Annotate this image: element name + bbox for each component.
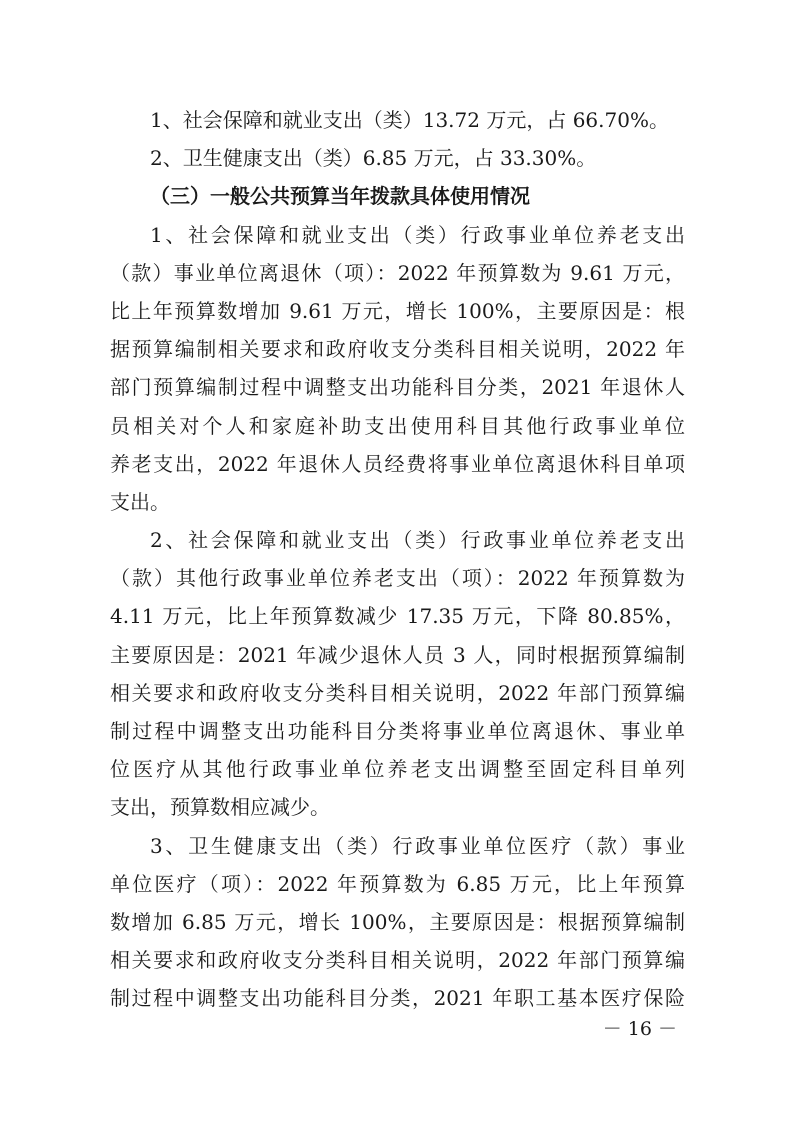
summary-item-2: 2、卫生健康支出（类）6.85 万元，占 33.30%。 — [150, 146, 597, 171]
paragraph-1-line: 支出。 — [110, 489, 170, 514]
paragraph-1-line: 员相关对个人和家庭补助支出使用科目其他行政事业单位 — [110, 413, 685, 438]
paragraph-2-line: 相关要求和政府收支分类科目相关说明，2022 年部门预算编 — [110, 680, 685, 705]
paragraph-1-line: 比上年预算数增加 9.61 万元，增长 100%，主要原因是：根 — [110, 298, 685, 323]
paragraph-3-line: 3、卫生健康支出（类）行政事业单位医疗（款）事业 — [150, 833, 685, 858]
paragraph-2-line: 2、社会保障和就业支出（类）行政事业单位养老支出 — [150, 528, 685, 553]
paragraph-2-line: 4.11 万元，比上年预算数减少 17.35 万元，下降 80.85%， — [110, 604, 685, 629]
paragraph-1-line: 部门预算编制过程中调整支出功能科目分类，2021 年退休人 — [110, 375, 685, 400]
section-heading: （三）一般公共预算当年拨款具体使用情况 — [150, 184, 530, 209]
summary-item-1: 1、社会保障和就业支出（类）13.72 万元，占 66.70%。 — [150, 108, 669, 132]
paragraph-1-line: 养老支出，2022 年退休人员经费将事业单位离退休科目单项 — [110, 451, 685, 476]
paragraph-3-line: 数增加 6.85 万元，增长 100%，主要原因是：根据预算编制 — [110, 909, 685, 934]
paragraph-1-line: （款）事业单位离退休（项）：2022 年预算数为 9.61 万元， — [110, 260, 685, 285]
page-number: － 16 － — [602, 1018, 677, 1040]
paragraph-3-line: 制过程中调整支出功能科目分类，2021 年职工基本医疗保险 — [110, 986, 685, 1011]
paragraph-3-line: 单位医疗（项）：2022 年预算数为 6.85 万元，比上年预算 — [110, 871, 685, 896]
paragraph-2-line: 制过程中调整支出功能科目分类将事业单位离退休、事业单 — [110, 719, 685, 743]
paragraph-2-line: 位医疗从其他行政事业单位养老支出调整至固定科目单列 — [110, 757, 685, 782]
paragraph-2-line: （款）其他行政事业单位养老支出（项）：2022 年预算数为 — [110, 566, 685, 591]
paragraph-3-line: 相关要求和政府收支分类科目相关说明，2022 年部门预算编 — [110, 948, 685, 973]
paragraph-1-line: 据预算编制相关要求和政府收支分类科目相关说明，2022 年 — [110, 337, 685, 362]
paragraph-2-line: 主要原因是：2021 年减少退休人员 3 人，同时根据预算编制 — [110, 642, 685, 667]
paragraph-2-line: 支出，预算数相应减少。 — [110, 795, 330, 820]
document-body — [110, 101, 685, 1018]
paragraph-1-line: 1、社会保障和就业支出（类）行政事业单位养老支出 — [150, 222, 685, 247]
